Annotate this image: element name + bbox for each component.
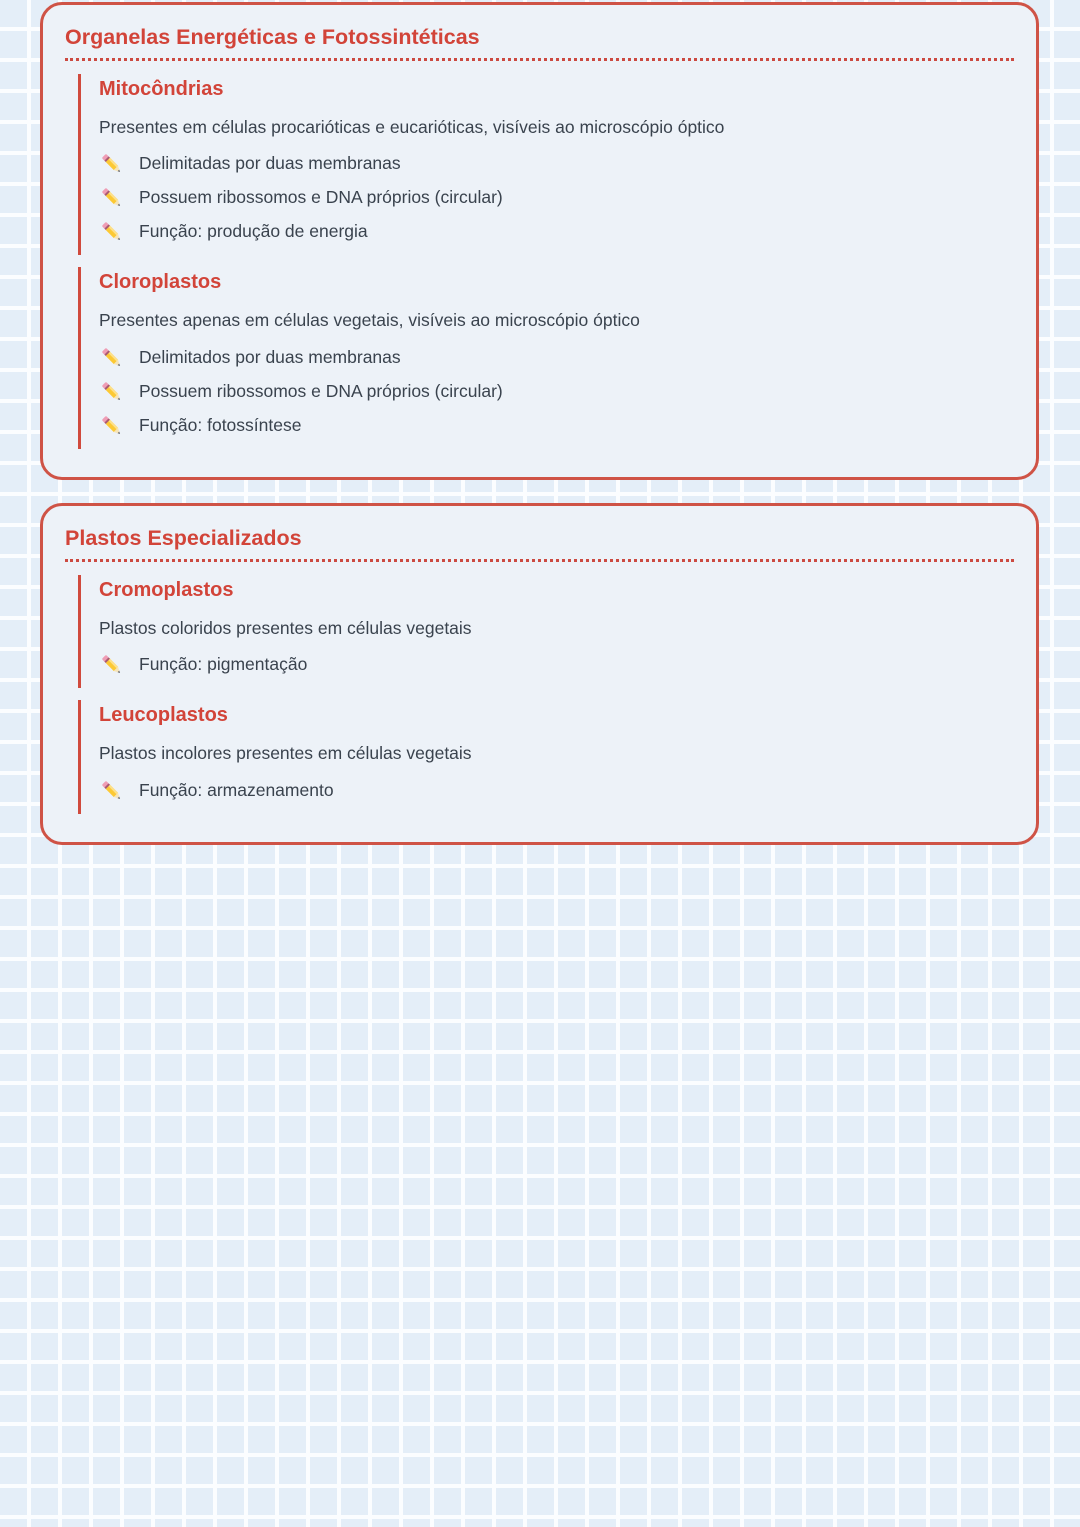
section-description: Plastos incolores presentes em células vegetais: [99, 743, 472, 764]
list-item: [99, 413, 1014, 439]
section-leucoplastos: [78, 700, 1014, 814]
section-description: Plastos coloridos presentes em células vegetais: [99, 617, 472, 638]
bullet-list: [99, 151, 1014, 245]
bullet-list: [99, 778, 1014, 804]
bullet-text: Delimitados por duas membranas: [139, 346, 401, 367]
list-item: [99, 185, 1014, 211]
section-heading: Leucoplastos: [99, 704, 228, 727]
pencil-icon: [99, 152, 124, 177]
pencil-icon: [99, 778, 124, 803]
card-title: Organelas Energéticas e Fotossintéticas: [65, 25, 1014, 61]
pencil-icon: [99, 345, 124, 370]
pencil-icon: [99, 413, 124, 438]
bullet-text: Delimitadas por duas membranas: [139, 153, 401, 174]
bullet-list: [99, 652, 1014, 678]
section-heading: Cloroplastos: [99, 271, 222, 294]
pencil-icon: [99, 653, 124, 678]
pencil-icon: [99, 186, 124, 211]
pencil-icon: [99, 220, 124, 245]
bullet-text: Função: pigmentação: [139, 654, 308, 675]
pencil-icon: [99, 379, 124, 404]
card-organelas-energeticas: [40, 2, 1039, 480]
list-item: [99, 652, 1014, 678]
bullet-text: Função: fotossíntese: [139, 414, 302, 435]
card-title: Plastos Especializados: [65, 526, 1014, 562]
bullet-text: Possuem ribossomos e DNA próprios (circular): [139, 380, 503, 401]
bullet-text: Possuem ribossomos e DNA próprios (circular): [139, 187, 503, 208]
list-item: [99, 379, 1014, 405]
section-cloroplastos: [78, 267, 1014, 449]
bullet-text: Função: produção de energia: [139, 221, 368, 242]
list-item: [99, 219, 1014, 245]
list-item: [99, 778, 1014, 804]
section-mitocondrias: [78, 74, 1014, 256]
card-plastos-especializados: [40, 503, 1039, 845]
section-description: Presentes apenas em células vegetais, visíveis ao microscópio óptico: [99, 310, 640, 331]
bullet-list: [99, 345, 1014, 439]
section-heading: Cromoplastos: [99, 578, 234, 601]
section-heading: Mitocôndrias: [99, 77, 224, 100]
bullet-text: Função: armazenamento: [139, 779, 334, 800]
list-item: [99, 151, 1014, 177]
list-item: [99, 345, 1014, 371]
section-description: Presentes em células procarióticas e eucarióticas, visíveis ao microscópio óptico: [99, 116, 725, 137]
section-cromoplastos: [78, 575, 1014, 689]
